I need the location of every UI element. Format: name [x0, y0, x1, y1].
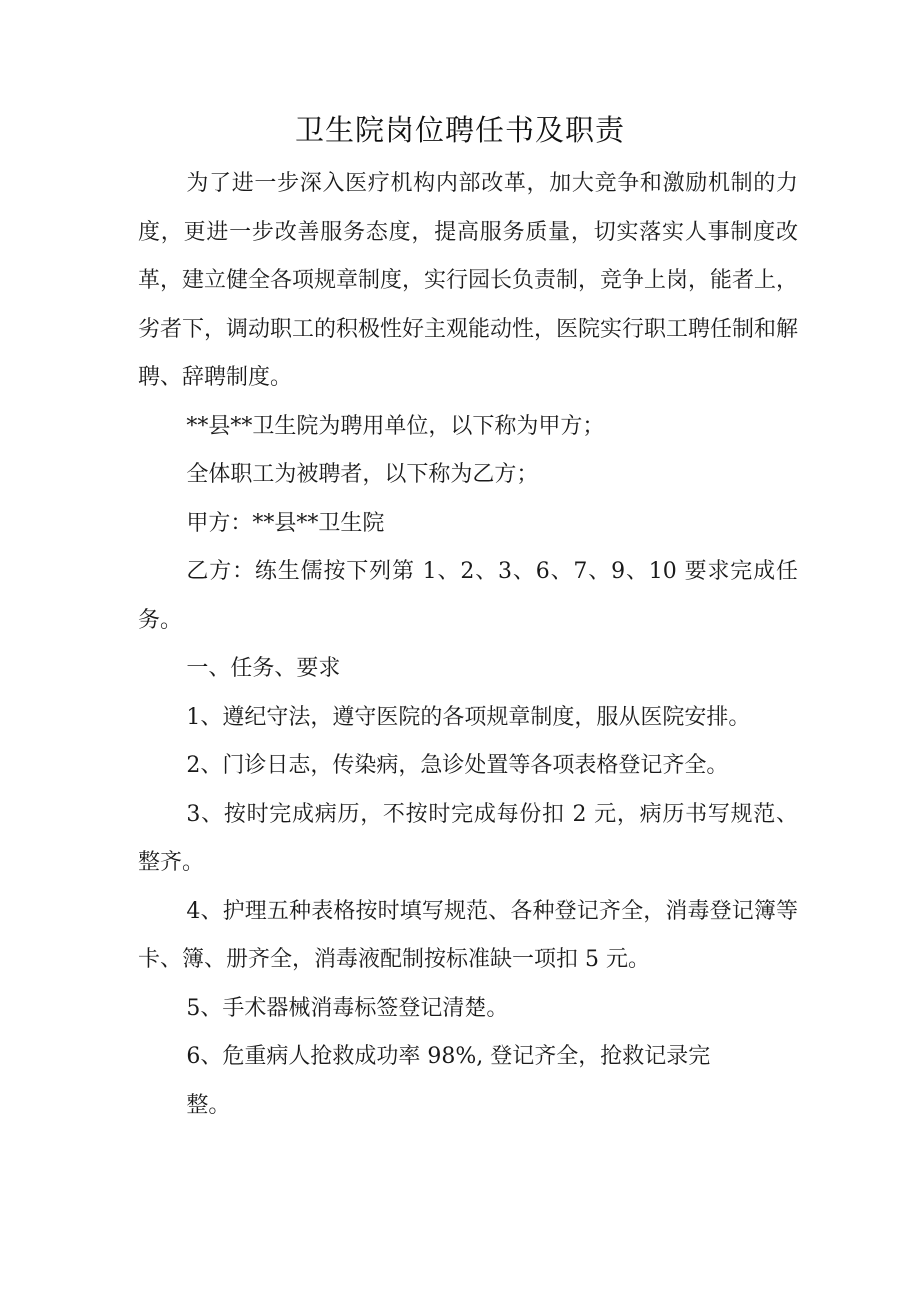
- paragraph-party-a: 甲方：**县**卫生院: [186, 510, 385, 536]
- paragraph-party-b: 乙方：练生儒按下列第 1、2、3、6、7、9、10 要求完成任务。: [138, 559, 798, 633]
- paragraph-employee: 全体职工为被聘者，以下称为乙方；: [186, 462, 539, 487]
- task-item-5: 5、手术器械消毒标签登记清楚。: [186, 995, 509, 1021]
- document-title: 卫生院岗位聘任书及职责: [294, 113, 625, 147]
- section-heading-tasks: 一、任务、要求: [186, 656, 341, 681]
- task-item-1: 1、遵纪守法，遵守医院的各项规章制度，服从医院安排。: [186, 704, 751, 730]
- task-item-2: 2、门诊日志，传染病，急诊处置等各项表格登记齐全。: [186, 753, 729, 778]
- task-item-6: 6、危重病人抢救成功率 98%, 登记齐全，抢救记录完: [186, 1044, 711, 1069]
- task-item-6-continuation: 整。: [186, 1092, 231, 1118]
- task-item-3: 3、按时完成病历，不按时完成每份扣 2 元，病历书写规范、整齐。: [138, 801, 798, 875]
- task-item-4: 4、护理五种表格按时填写规范、各种登记齐全，消毒登记簿等卡、簿、册齐全，消毒液配制按标准缺一项扣 5 元。: [138, 898, 798, 972]
- paragraph-intro: 为了进一步深入医疗机构内部改革，加大竞争和激励机制的力度，更进一步改善服务态度，提高服务质量，切实落实人事制度改革，建立健全各项规章制度，实行园长负责制，竞争上岗，能者上，劣者下，调动职工的积极性好主观能动性，医院实行职工聘任制和解聘、辞聘制度。: [138, 171, 799, 390]
- paragraph-employer: **县**卫生院为聘用单位，以下称为甲方；: [186, 413, 605, 439]
- document-body: [138, 160, 798, 1130]
